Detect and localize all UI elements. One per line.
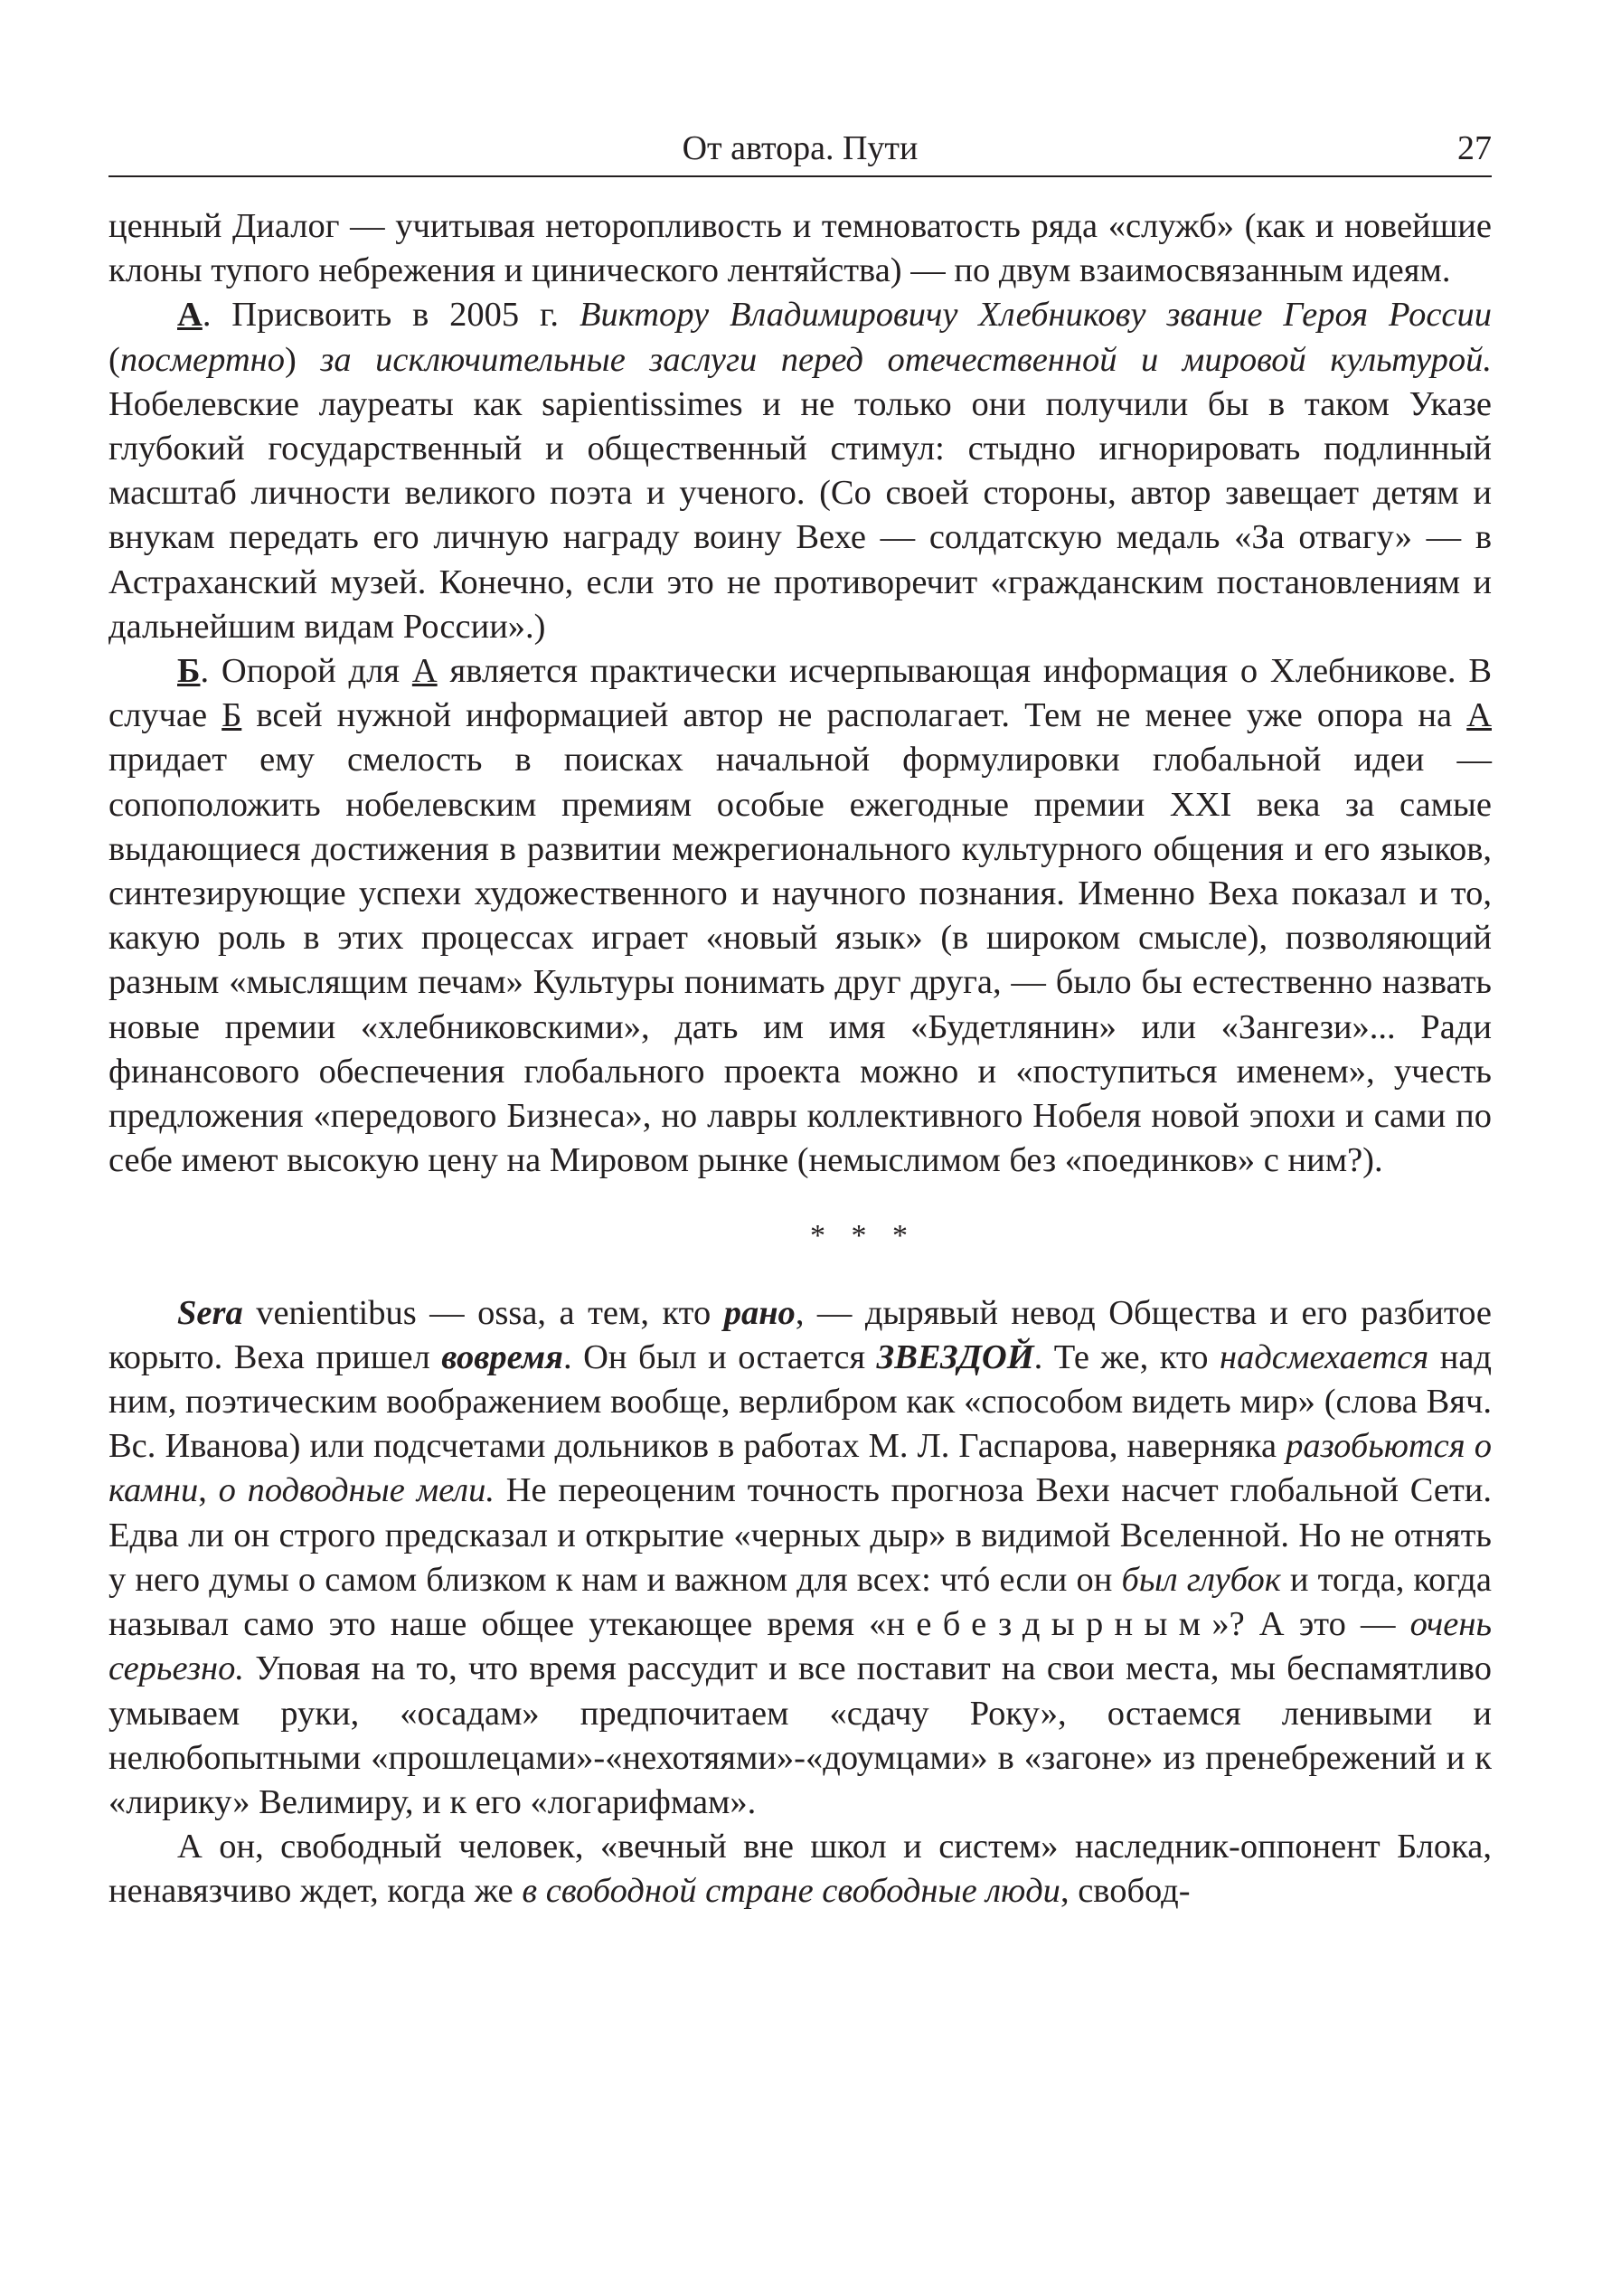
point-marker-b: Б	[177, 652, 201, 691]
section-separator: * * *	[810, 1219, 917, 1253]
paragraph-2: А. Присвоить в 2005 г. Виктору Владимировичу Хлебникову звание Героя России (посмертно) за исключительные заслуги перед отечественной и мировой культурой. Нобелевские лауреаты как sapientissimes и не только они получили бы в таком Указе глубокий государственный и общественный стимул: стыдно игнорировать подлинный масштаб личности великого поэта и ученого. (Со своей стороны, автор завещает детям и внукам передать его личную награду воину Вехе — солдатскую медаль «За отвагу» — в Астраханский музей. Конечно, если это не противоречит «гражданским постановлениям и дальнейшим видам России».)	[108, 296, 1493, 646]
spaced-word: небездырным	[886, 1605, 1212, 1644]
reference-b: Б	[221, 696, 242, 735]
reference-a: А	[411, 652, 438, 691]
paragraph-1: ценный Диалог — учитывая неторопливость и темноватость ряда «служб» (как и новейшие клоны тупого небрежения и цинического лентяйства) — по двум взаимосвязанным идеям.	[108, 207, 1492, 290]
running-header	[108, 125, 1492, 177]
page-body	[108, 204, 1492, 1914]
emphasis-sera: Sera	[177, 1293, 243, 1332]
paragraph-5: А он, свободный человек, «вечный вне школ и систем» наследник-оппонент Блока, ненавязчиво ждет, когда же в свободной стране свободные люди, свобод-	[108, 1828, 1492, 1911]
paragraph-3: Б. Опорой для А является практически исчерпывающая информация о Хлебникове. В случае Б всей нужной информацией автор не располагает. Тем не менее уже опора на А придает ему смелость в поисках начальной формулировки глобальной идеи — сопоположить нобелевским премиям особые ежегодные премии XXI века за самые выдающиеся достижения в развитии межрегионального культурного общения и его языков, синтезирующие успехи художественного и научного познания. Именно Веха показал и то, какую роль в этих процессах играет «новый язык» (в широком смысле), позволяющий разным «мыслящим печам» Культуры понимать друг друга, — было бы естественно назвать новые премии «хлебниковскими», дать им имя «Будетлянин» или «Зангези»... Ради финансового обеспечения глобального проекта можно и «поступиться именем», учесть предложения «передового Бизнеса», но лавры коллективного Нобеля новой эпохи и сами по себе имеют высокую цену на Мировом рынке (немыслимом без «поединков» с ним?).	[108, 652, 1492, 1180]
reference-a: А	[1466, 696, 1492, 735]
running-title: От автора. Пути	[682, 129, 919, 167]
point-marker-a: А	[177, 296, 203, 335]
page-number: 27	[1457, 129, 1492, 167]
paragraph-4: Sera venientibus — ossa, а тем, кто рано, — дырявый невод Общества и его разбитое корыто. Веха пришел вовремя. Он был и остается ЗВЕЗДОЙ. Те же, кто надсмехается над ним, поэтическим воображением вообще, верлибром как «способом видеть мир» (слова Вяч. Вс. Иванова) или подсчетами дольников в работах М. Л. Гаспарова, наверняка разобьются о камни, о подводные мели. Не переоценим точность прогноза Вехи насчет глобальной Сети. Едва ли он строго предсказал и открытие «черных дыр» в видимой Вселенной. Но не отнять у него думы о самом близком к нам и важном для всех: чтó если он был глубок и тогда, когда называл само это наше общее утекающее время «небездырным»? А это — очень серьезно. Уповая на то, что время рассудит и все поставит на свои места, мы беспамятливо умываем руки, «осадам» предпочитаем «сдачу Року», остаемся ленивыми и нелюбопытными «прошлецами»-«нехотяями»-«доумцами» в «загоне» из пренебрежений и к «лирику» Велимиру, и к его «логарифмам».	[108, 1293, 1493, 1821]
